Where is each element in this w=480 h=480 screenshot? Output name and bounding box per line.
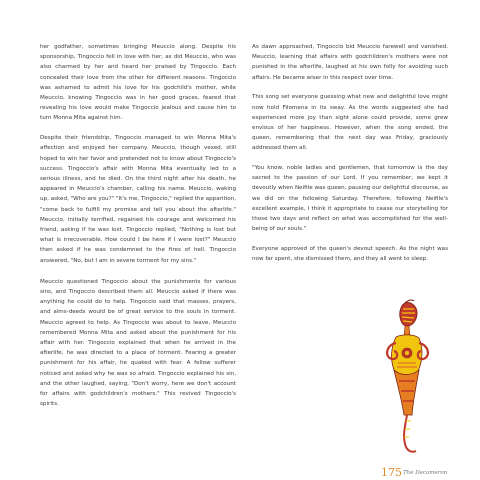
left-text-column bbox=[40, 42, 236, 409]
right-paragraph-2: This song set everyone guessing what new and delightful love might now hold Filomena in its sway. As the words suggested she had experienced more joy than sight alone could provide, some grew envious of her happiness. However, when the song ended, the queen, remembering that the next day was Friday, graciously addressed them all. bbox=[252, 94, 448, 152]
left-paragraph-1: her godfather, sometimes bringing Meuccio along. Despite his sponsorship, Tingoccio fell in love with her, as did Meuccio, who was also charmed by her and heard her praised by Tingoccio. Each concealed their love from the other for different reasons. Tingoccio was ashamed to admit his love for his godchild's mother, while Meuccio, knowing Tingoccio was in her good graces, feared that revealing his love would make Tingoccio jealous and cause him to turn Monna Mita against him. bbox=[40, 44, 236, 122]
left-paragraph-2: Despite their friendship, Tingoccio managed to win Monna Mita's affection and enjoyed her company. Meuccio, though vexed, still hoped to win her favor and pretended not to know about Tingoccio's success. Tingoccio's affair with Monna Mita eventually led to a serious illness, and he died. On the third night after his death, he appeared in Meuccio's chamber, calling his name. Meuccio, waking up, asked, "Who are you?" "It's me, Tingoccio," replied the apparition, "come back to fulfill my promise and tell you about the afterlife." Meuccio, initially terrified, regained his courage and welcomed his friend, asking if he was lost. Tingoccio replied, "Nothing is lost but what is irrecoverable. How could I be here if I were lost?" Meuccio then asked if he was condemned to the fires of hell. Tingoccio answered, "No, but I am in severe torment for my sins." bbox=[40, 135, 236, 264]
right-text-column bbox=[252, 42, 448, 264]
decorative-figure-illustration bbox=[372, 297, 442, 457]
book-title: The Decameron bbox=[403, 470, 448, 476]
right-paragraph-1: As dawn approached, Tingoccio bid Meuccio farewell and vanished. Meuccio, learning that affairs with godchildren's mothers were not punished in the afterlife, laughed at his own folly for avoiding such affairs. He became wiser in this respect over time. bbox=[252, 44, 448, 81]
left-paragraph-3: Meuccio questioned Tingoccio about the punishments for various sins, and Tingoccio described them all. Meuccio asked if there was anything he could do to help. Tingoccio said that masses, prayers, and alms-deeds would be of great service to the souls in torment. Meuccio agreed to help. As Tingoccio was about to leave, Meuccio remembered Monna Mita and asked about the punishment for his affair with her. Tingoccio explained that when he arrived in the afterlife, he was directed to a place of torment. Fearing a greater punishment for his affair, he quaked with fear. A fellow sufferer noticed and asked why he was so afraid. Tingoccio explained his sin, and the other laughed, saying, "Don't worry, here we don't account for affairs with godchildren's mothers." This revived Tingoccio's spirits. bbox=[40, 278, 236, 408]
right-paragraph-3: "You know, noble ladies and gentlemen, that tomorrow is the day sacred to the passion of our Lord. If you remember, we kept it devoutly when Neifile was queen, pausing our delightful discourse, as we did on the following Saturday. Therefore, following Neifile's excellent example, I think it appropriate to cease our storytelling for those two days and reflect on what was accomplished for the well-being of our souls." bbox=[252, 165, 449, 233]
page-number: 175 bbox=[381, 466, 402, 479]
right-paragraph-4: Everyone approved of the queen's devout speech. As the night was now far spent, she dismissed them, and they all went to sleep. bbox=[252, 245, 448, 263]
